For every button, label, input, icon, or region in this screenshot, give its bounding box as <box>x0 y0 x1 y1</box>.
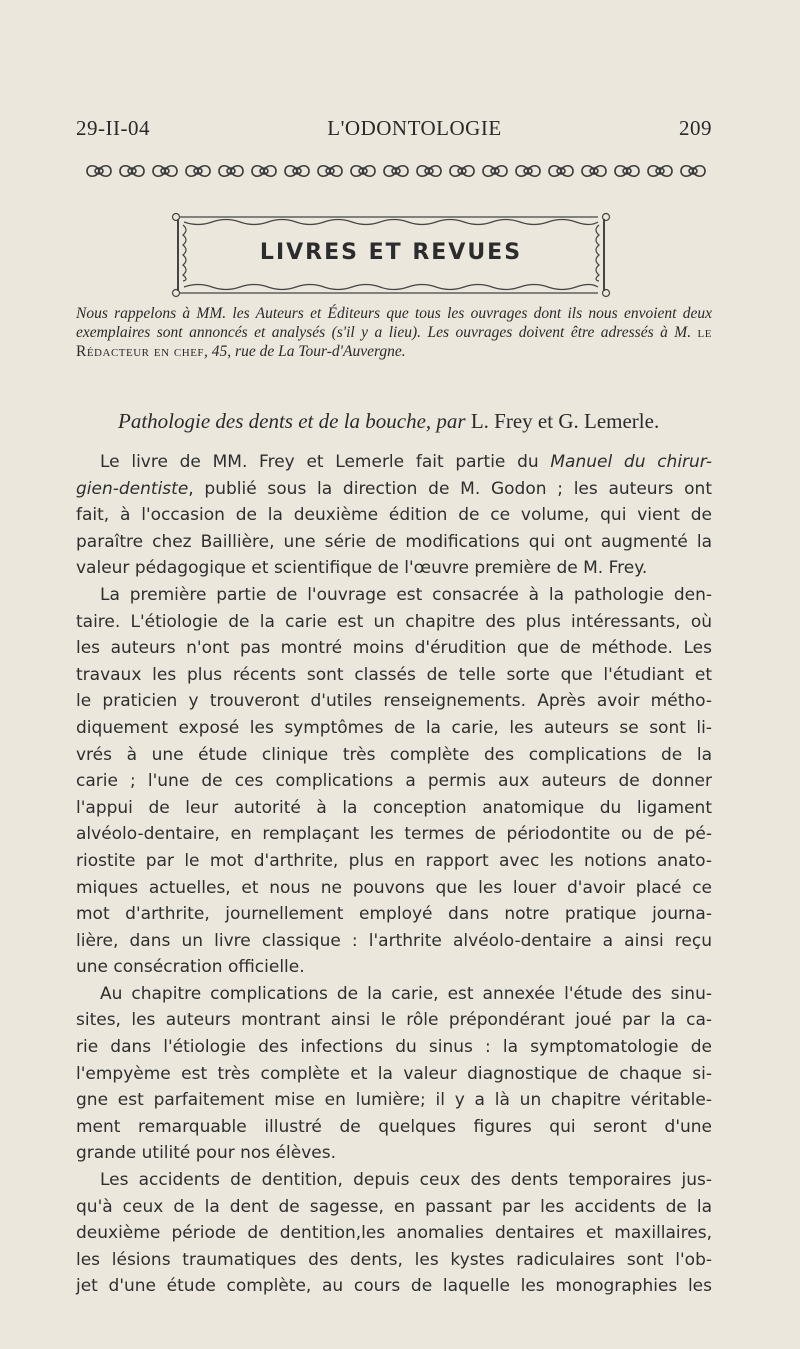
body-line: jet d'une étude complète, au cours de laquelle les monographies les <box>76 1276 712 1297</box>
article-title <box>118 409 718 434</box>
body-line: une consécration officielle. <box>76 957 305 978</box>
body-line: Au chapitre complications de la carie, est annexée l'étude des sinu- <box>100 983 712 1004</box>
body-line <box>76 449 712 476</box>
knot-ornament-icon <box>645 160 675 182</box>
notice-editor: le Rédacteur en chef <box>76 324 712 360</box>
knot-ornament-icon <box>480 160 510 182</box>
body-line: valeur pédagogique et scientifique de l'œuvre première de M. Frey. <box>76 558 648 579</box>
body-line: travaux les plus récents sont classés de telle sorte que l'étudiant et <box>76 664 712 685</box>
body-line: le praticien y trouveront d'utiles renseignements. Après avoir métho- <box>76 691 712 712</box>
body-line: sites, les auteurs montrant ainsi le rôle prépondérant joué par la ca- <box>76 1010 712 1031</box>
body-line: ment remarquable illustré de quelques figures qui seront d'une <box>76 1116 712 1137</box>
section-frame <box>170 205 612 305</box>
body-line: La première partie de l'ouvrage est consacrée à la pathologie den- <box>100 584 712 605</box>
body-line: deuxième période de dentition,les anomalies dentaires et maxillaires, <box>76 1223 712 1244</box>
knot-ornament-icon <box>282 160 312 182</box>
ornament-band <box>84 160 708 186</box>
body-line: riostite par le mot d'arthrite, plus en rapport avec les notions anato- <box>76 850 712 871</box>
article-body <box>76 449 712 1300</box>
knot-ornament-icon <box>579 160 609 182</box>
book-title: Manuel du chirur- <box>550 452 713 472</box>
knot-ornament-icon <box>513 160 543 182</box>
page-number: 209 <box>678 116 712 140</box>
notice-text-1: Nous rappelons à MM. les Auteurs et Éditeurs que tous les ouvrages dont ils nous envoient deux exemplaires sont annoncés et analysés (s'il y a lieu). Les ouvrages doivent être adressés à M. <box>76 305 712 341</box>
body-line: rie dans l'étiologie des infections du sinus : la symptomatologie de <box>76 1037 712 1058</box>
body-line: grande utilité pour nos élèves. <box>76 1143 336 1164</box>
body-line: vrés à une étude clinique très complète des complications de la <box>76 744 712 765</box>
body-line: mot d'arthrite, journellement employé dans notre pratique journa- <box>76 904 712 925</box>
knot-ornament-icon <box>183 160 213 182</box>
knot-ornament-icon <box>546 160 576 182</box>
body-line: les lésions traumatiques des dents, les kystes radiculaires sont l'ob- <box>76 1249 712 1270</box>
knot-ornament-icon <box>117 160 147 182</box>
knot-ornament-icon <box>84 160 114 182</box>
body-text: Le livre de MM. Frey et Lemerle fait partie du <box>100 452 551 472</box>
knot-ornament-icon <box>678 160 708 182</box>
body-line: carie ; l'une de ces complications a permis aux auteurs de donner <box>76 771 712 792</box>
knot-ornament-icon <box>414 160 444 182</box>
knot-ornament-icon <box>348 160 378 182</box>
article-authors: L. Frey et G. Lemerle. <box>465 409 660 433</box>
body-line <box>76 476 712 503</box>
body-line: l'empyème est très complète et la valeur diagnostique de chaque si- <box>76 1063 712 1084</box>
knot-ornament-icon <box>612 160 642 182</box>
body-line: paraître chez Baillière, une série de modifications qui ont augmenté la <box>76 531 712 552</box>
body-line: alvéolo-dentaire, en remplaçant les termes de périodontite ou de pé- <box>76 824 712 845</box>
knot-ornament-icon <box>447 160 477 182</box>
body-line: les auteurs n'ont pas montré moins d'érudition que de méthode. Les <box>76 638 712 659</box>
body-line: diquement exposé les symptômes de la carie, les auteurs se sont li- <box>76 717 712 738</box>
knot-ornament-icon <box>216 160 246 182</box>
body-line: miques actuelles, et nous ne pouvons que les louer d'avoir placé ce <box>76 877 712 898</box>
body-line: Les accidents de dentition, depuis ceux des dents temporaires jus- <box>100 1170 712 1191</box>
body-text: , publié sous la direction de M. Godon ; les auteurs ont <box>188 478 712 499</box>
book-title: gien-dentiste <box>76 478 189 499</box>
body-line: qu'à ceux de la dent de sagesse, en passant par les accidents de la <box>76 1196 712 1217</box>
running-head <box>76 116 712 141</box>
article-title-main: Pathologie des dents et de la bouche, par <box>118 409 466 433</box>
body-line: l'appui de leur autorité à la conception anatomique du ligament <box>76 797 712 818</box>
issue-date: 29-II-04 <box>76 116 150 140</box>
body-line: taire. L'étiologie de la carie est un chapitre des plus intéressants, où <box>76 611 712 632</box>
body-line: lière, dans un livre classique : l'arthrite alvéolo-dentaire a ainsi reçu <box>76 930 712 951</box>
knot-ornament-icon <box>315 160 345 182</box>
knot-ornament-icon <box>150 160 180 182</box>
notice-text-2: , 45, rue de La Tour-d'Auvergne. <box>204 343 406 360</box>
body-line: gne est parfaitement mise en lumière; il y a là un chapitre véritable- <box>76 1090 712 1111</box>
journal-title: L'ODONTOLOGIE <box>327 116 502 140</box>
knot-ornament-icon <box>381 160 411 182</box>
editorial-notice <box>76 304 712 361</box>
section-title: LIVRES ET REVUES <box>259 240 523 265</box>
body-line: fait, à l'occasion de la deuxième édition de ce volume, qui vient de <box>76 505 712 526</box>
knot-ornament-icon <box>249 160 279 182</box>
